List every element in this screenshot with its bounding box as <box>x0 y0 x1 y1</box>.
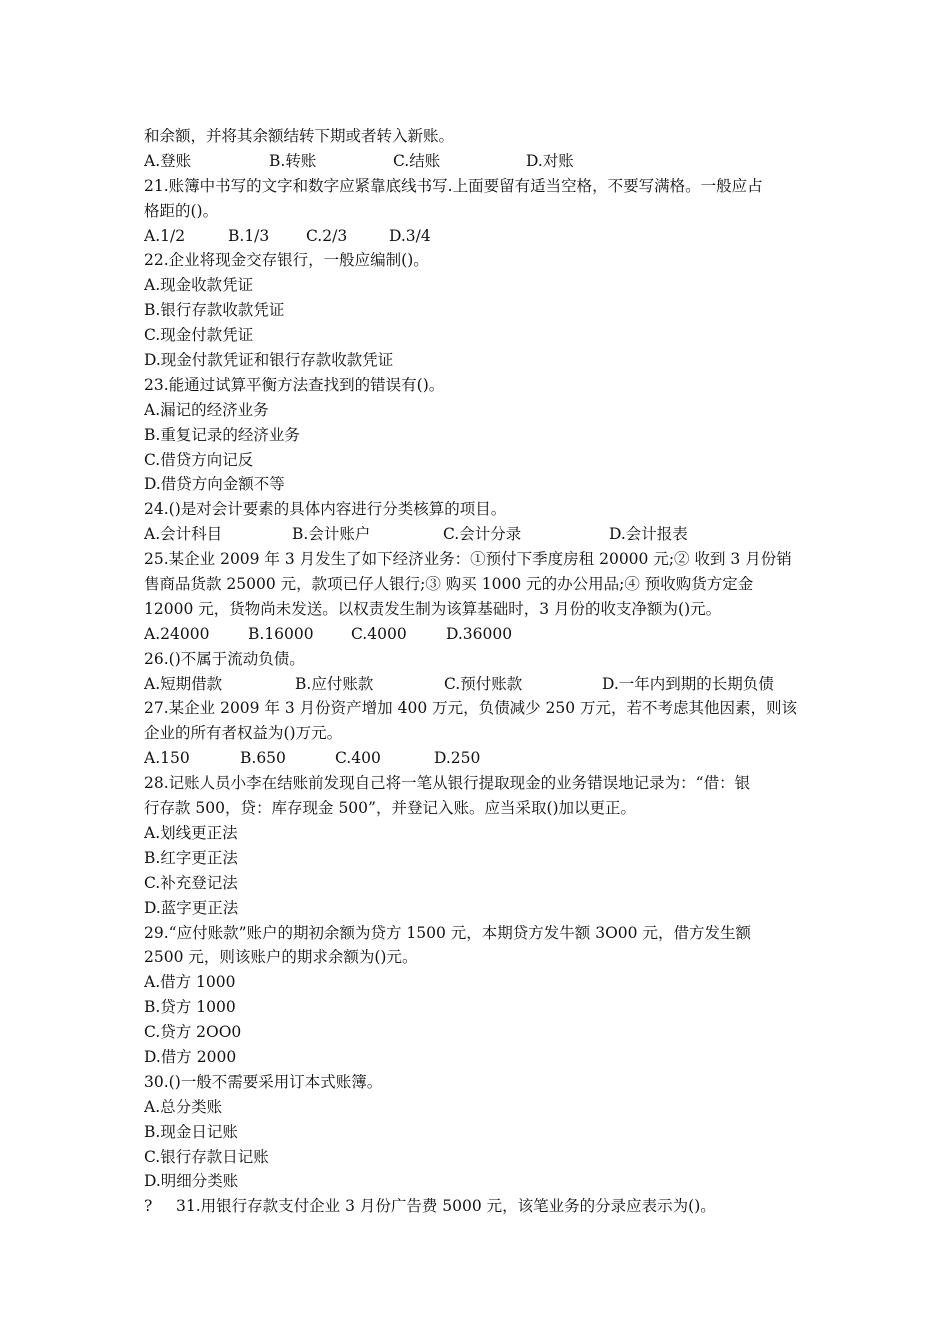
answer-options-row <box>144 672 808 697</box>
answer-option: D.会计报表 <box>609 525 688 544</box>
text-line: A.漏记的经济业务 <box>144 400 269 419</box>
answer-option: A.24000 <box>144 624 210 643</box>
text-line: B.现金日记账 <box>144 1122 238 1141</box>
text-line: B.贷方 1000 <box>144 998 236 1017</box>
answer-options-row <box>144 622 808 647</box>
answer-option: D.36000 <box>446 624 513 643</box>
text-line: 和余额，并将其余额结转下期或者转入新账。 <box>144 127 455 145</box>
answer-option: D.一年内到期的长期负债 <box>602 674 774 693</box>
answer-option: B.应付账款 <box>295 674 374 693</box>
answer-option: B.转账 <box>269 151 317 170</box>
text-line: D.蓝字更正法 <box>144 898 239 917</box>
text-line: 28.记账人员小李在结账前发现自己将一笔从银行提取现金的业务错误地记录为：“借：银 <box>144 774 751 793</box>
text-line: B.银行存款收款凭证 <box>144 301 285 320</box>
question-31-text: 31.用银行存款支付企业 3 月份广告费 5000 元，该笔业务的分录应表示为()。 <box>176 1197 716 1216</box>
text-line: 25.某企业 2009 年 3 月发生了如下经济业务：①预付下季度房租 20000 元;② 收到 3 月份销 <box>144 550 792 569</box>
text-line: 2500 元，则该账户的期求余额为()元。 <box>144 948 418 967</box>
answer-option: D.3/4 <box>389 226 431 245</box>
answer-option: A.登账 <box>144 151 192 170</box>
answer-options-row <box>144 522 808 547</box>
text-line: C.贷方 2OO0 <box>144 1023 242 1042</box>
answer-option: A.会计科目 <box>144 525 223 544</box>
answer-option: B.1/3 <box>228 226 270 245</box>
answer-option: A.短期借款 <box>144 674 223 693</box>
answer-options-row <box>144 746 808 771</box>
text-line: D.借贷方向金额不等 <box>144 475 285 494</box>
text-line: B.重复记录的经济业务 <box>144 425 300 444</box>
text-line: 22.企业将现金交存银行，一般应编制()。 <box>144 251 429 270</box>
text-line: D.明细分类账 <box>144 1172 239 1191</box>
answer-options-row <box>144 224 808 249</box>
answer-option: C.预付账款 <box>444 674 523 693</box>
answer-option: D.对账 <box>526 151 574 170</box>
answer-option: D.250 <box>434 749 481 768</box>
text-line: A.借方 1000 <box>144 973 236 992</box>
text-line: A.划线更正法 <box>144 823 238 842</box>
question-mark-glyph: ? <box>144 1197 153 1216</box>
text-line: D.现金付款凭证和银行存款收款凭证 <box>144 351 394 370</box>
answer-option: C.4000 <box>351 624 407 643</box>
answer-option: A.150 <box>144 749 190 768</box>
text-line: 格距的()。 <box>144 201 219 220</box>
text-line: 30.()一般不需要采用订本式账簿。 <box>144 1072 383 1091</box>
text-line: 12000 元，货物尚未发送。以权责发生制为该算基础时，3 月份的收支净额为()元。 <box>144 599 722 618</box>
answer-option: B.650 <box>240 749 286 768</box>
text-line: 29.“应付账款”账户的期初余额为贷方 1500 元，本期贷方发牛额 3O00 元，借方发生额 <box>144 923 751 942</box>
answer-option: C.结账 <box>393 151 441 170</box>
text-line: 24.()是对会计要素的具体内容进行分类核算的项目。 <box>144 500 507 519</box>
text-line: 售商品货款 25000 元，款项已仔人银行;③ 购买 1000 元的办公用品;④ 预收购货方定金 <box>144 575 754 594</box>
answer-option: C.会计分录 <box>443 525 522 544</box>
answer-option: B.会计账户 <box>292 525 371 544</box>
text-line: 26.()不属于流动负债。 <box>144 649 305 668</box>
answer-option: A.1/2 <box>144 226 186 245</box>
text-line: C.补充登记法 <box>144 873 238 892</box>
answer-option: C.2/3 <box>306 226 348 245</box>
text-line: B.红字更正法 <box>144 848 238 867</box>
text-line: A.总分类账 <box>144 1097 223 1116</box>
text-line: 27.某企业 2009 年 3 月份资产增加 400 万元，负债减少 250 万元，若不考虑其他因素，则该 <box>144 699 798 718</box>
text-line: D.借方 2000 <box>144 1047 237 1066</box>
text-line: 21.账簿中书写的文字和数字应紧靠底线书写.上面要留有适当空格，不要写满格。一般应占 <box>144 176 763 195</box>
answer-options-row <box>144 149 808 174</box>
text-line: A.现金收款凭证 <box>144 276 254 295</box>
text-line: 行存款 500，贷：库存现金 500”，并登记入账。应当采取()加以更正。 <box>144 799 637 818</box>
text-line: C.借贷方向记反 <box>144 450 254 469</box>
text-line: C.银行存款日记账 <box>144 1147 269 1166</box>
text-line: C.现金付款凭证 <box>144 326 254 345</box>
text-line: 23.能通过试算平衡方法查找到的错误有()。 <box>144 375 445 394</box>
answer-option: C.400 <box>335 749 381 768</box>
answer-option: B.16000 <box>248 624 314 643</box>
document-page <box>144 124 808 1219</box>
question-31-line <box>144 1194 808 1219</box>
text-line: 企业的所有者权益为()万元。 <box>144 724 343 743</box>
